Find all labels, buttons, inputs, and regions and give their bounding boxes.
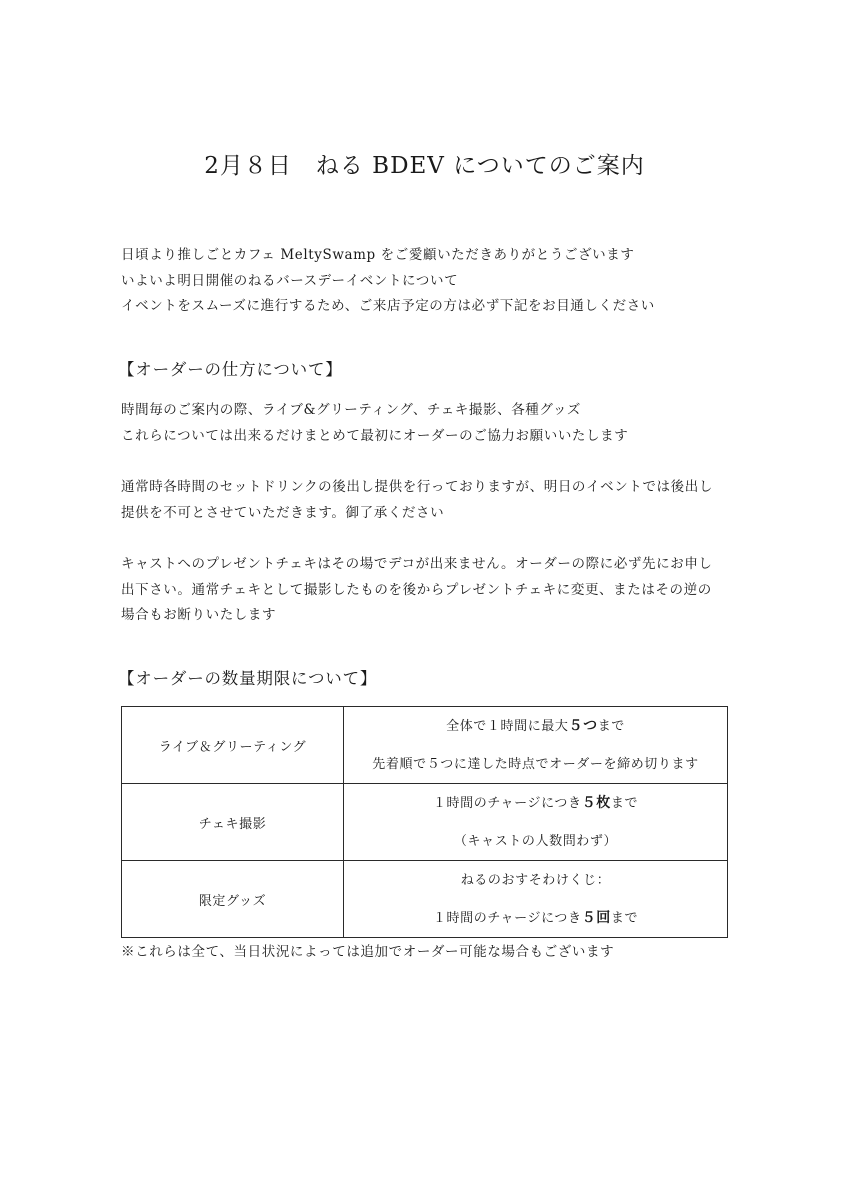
detail-limit-bold: ５枚 (581, 794, 611, 811)
item-cell: チェキ撮影 (122, 784, 344, 861)
paragraph-line: 出下さい。通常チェキとして撮影したものを後からプレゼントチェキに変更、またはその逆の (121, 581, 712, 598)
detail-cell (344, 707, 728, 784)
detail-line: ねるのおすそわけくじ： (460, 872, 611, 888)
detail-text: まで (610, 795, 639, 811)
order-limits-heading: 【オーダーの数量期限について】 (118, 669, 378, 688)
detail-line (344, 794, 727, 813)
detail-cell (344, 861, 728, 938)
order-limits-table (121, 706, 728, 938)
detail-cell (344, 784, 728, 861)
order-method-paragraph-1 (121, 398, 741, 449)
detail-line (344, 717, 727, 736)
detail-text: １時間のチャージにつき (432, 910, 582, 926)
document-title: 2月８日 ねる BDEV についてのご案内 (204, 153, 645, 179)
item-cell: 限定グッズ (122, 861, 344, 938)
detail-text: １時間のチャージにつき (432, 795, 582, 811)
detail-limit-bold: ５回 (581, 909, 611, 926)
table-row (122, 784, 728, 861)
paragraph-line: 時間毎のご案内の際、ライブ&グリーティング、チェキ撮影、各種グッズ (121, 402, 582, 418)
detail-line (344, 909, 727, 928)
paragraph-line: これらについては出来るだけまとめて最初にオーダーのご協力お願いいたします (121, 427, 629, 444)
paragraph-line: 場合もお断りいたします (121, 607, 277, 623)
detail-line: 先着順で５つに達した時点でオーダーを締め切ります (372, 756, 699, 772)
item-cell: ライブ＆グリーティング (122, 707, 344, 784)
detail-limit-bold: ５つ (568, 717, 598, 734)
intro-line: イベントをスムーズに進行するため、ご来店予定の方は必ず下記をお目通しください (121, 298, 655, 314)
footnote: ※これらは全て、当日状況によっては追加でオーダー可能な場合もございます (121, 944, 615, 960)
detail-text: まで (610, 910, 639, 926)
table-row (122, 707, 728, 784)
order-method-paragraph-3 (121, 552, 741, 629)
detail-line: （キャストの人数問わず） (453, 833, 618, 849)
intro-paragraph (121, 243, 741, 320)
order-method-heading: 【オーダーの仕方について】 (118, 360, 343, 379)
order-method-paragraph-2 (121, 475, 741, 526)
intro-line: 日頃より推しごとカフェ MeltySwamp をご愛顧いただきありがとうございます (121, 247, 635, 263)
paragraph-line: 提供を不可とさせていただきます。御了承ください (121, 504, 445, 521)
detail-text: まで (597, 718, 625, 734)
paragraph-line: キャストへのプレゼントチェキはその場でデコが出来ません。オーダーの際に必ず先にお申し (121, 556, 713, 572)
intro-line: いよいよ明日開催のねるバースデーイベントについて (121, 272, 459, 289)
table-row (122, 861, 728, 938)
paragraph-line: 通常時各時間のセットドリンクの後出し提供を行っておりますが、明日のイベントでは後出し (121, 479, 713, 495)
detail-text: 全体で１時間に最大 (446, 718, 569, 734)
